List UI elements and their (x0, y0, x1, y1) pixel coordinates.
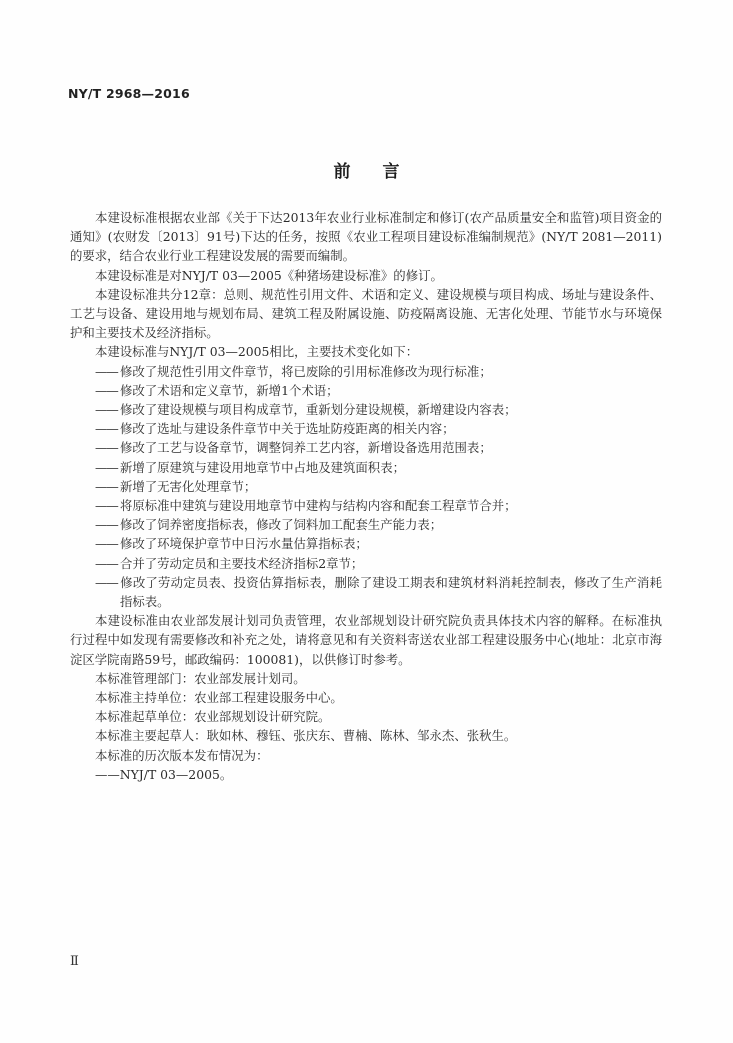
list-item: —— 修改了建设规模与项目构成章节，重新划分建设规模，新增建设内容表； (70, 400, 662, 419)
list-item: —— 修改了选址与建设条件章节中关于选址防疫距离的相关内容； (70, 419, 662, 438)
paragraph-drafting-unit: 本标准起草单位：农业部规划设计研究院。 (95, 709, 331, 725)
list-item: —— 将原标准中建筑与建设用地章节中建构与结构内容和配套工程章节合并； (70, 496, 662, 515)
dash-mark: —— (95, 574, 118, 590)
list-item: —— 修改了劳动定员表、投资估算指标表，删除了建设工期表和建筑材料消耗控制表，修改了生产消耗指标表。 (95, 574, 662, 610)
dash-mark: —— (95, 536, 118, 552)
paragraph-changes-intro: 本建设标准与NYJ/T 03—2005相比，主要技术变化如下： (95, 344, 419, 360)
paragraph-drafters: 本标准主要起草人：耿如林、穆钰、张庆东、曹楠、陈林、邹永杰、张秋生。 (95, 728, 517, 744)
dash-mark: —— (95, 517, 118, 533)
list-item: —— 修改了规范性引用文件章节，将已废除的引用标准修改为现行标准； (70, 362, 662, 381)
changes-list (70, 362, 662, 612)
list-item: —— 修改了工艺与设备章节，调整饲养工艺内容，新增设备选用范围表； (70, 438, 662, 457)
list-item: —— 修改了术语和定义章节，新增1个术语； (70, 381, 662, 400)
paragraph-revision: 本建设标准是对NYJ/T 03—2005《种猪场建设标准》的修订。 (95, 267, 443, 283)
list-item: —— 修改了环境保护章节中日污水量估算指标表； (70, 534, 662, 553)
list-item: —— 新增了原建筑与建设用地章节中占地及建筑面积表； (70, 458, 662, 477)
dash-mark: —— (95, 555, 118, 571)
paragraph-host-unit: 本标准主持单位：农业部工程建设服务中心。 (95, 690, 343, 706)
dash-mark: —— (95, 440, 118, 456)
dash-mark: —— (95, 478, 118, 494)
paragraph-basis: 本建设标准根据农业部《关于下达2013年农业行业标准制定和修订(农产品质量安全和监管)项目资金的通知》(农财发〔2013〕91号)下达的任务，按照《农业工程项目建设标准编制规范》(NY/T 2081—2011)的要求，结合农业行业工程建设发展的需要而编制。 (70, 210, 662, 264)
dash-mark: —— (95, 382, 118, 398)
list-item: —— 合并了劳动定员和主要技术经济指标2章节； (70, 554, 662, 573)
page-number: Ⅱ (70, 954, 79, 969)
paragraph-history-intro: 本标准的历次版本发布情况为： (95, 747, 269, 763)
paragraph-admin-dept: 本标准管理部门：农业部发展计划司。 (95, 670, 306, 686)
list-item: —— 修改了饲养密度指标表，修改了饲料加工配套生产能力表； (70, 515, 662, 534)
paragraph-chapters: 本建设标准共分12章：总则、规范性引用文件、术语和定义、建设规模与项目构成、场址与建设条件、工艺与设备、建设用地与规划布局、建筑工程及附属设施、防疫隔离设施、无害化处理、节能节水与环境保护和主要技术及经济指标。 (70, 286, 662, 341)
history-item: ——NYJ/T 03—2005。 (95, 766, 233, 782)
dash-mark: —— (95, 459, 118, 475)
dash-mark: —— (95, 421, 118, 437)
dash-mark: —— (95, 363, 118, 379)
page-title: 前言 (333, 162, 432, 182)
document-body (70, 208, 662, 784)
list-item: —— 新增了无害化处理章节； (70, 477, 662, 496)
standard-number: NY/T 2968—2016 (68, 86, 190, 101)
paragraph-management: 本建设标准由农业部发展计划司负责管理，农业部规划设计研究院负责具体技术内容的解释。在标准执行过程中如发现有需要修改和补充之处，请将意见和有关资料寄送农业部工程建设服务中心(地址：北京市海淀区学院南路59号，邮政编码：100081)，以供修订时参考。 (70, 613, 662, 667)
dash-mark: —— (95, 402, 118, 418)
dash-mark: —— (95, 498, 118, 514)
